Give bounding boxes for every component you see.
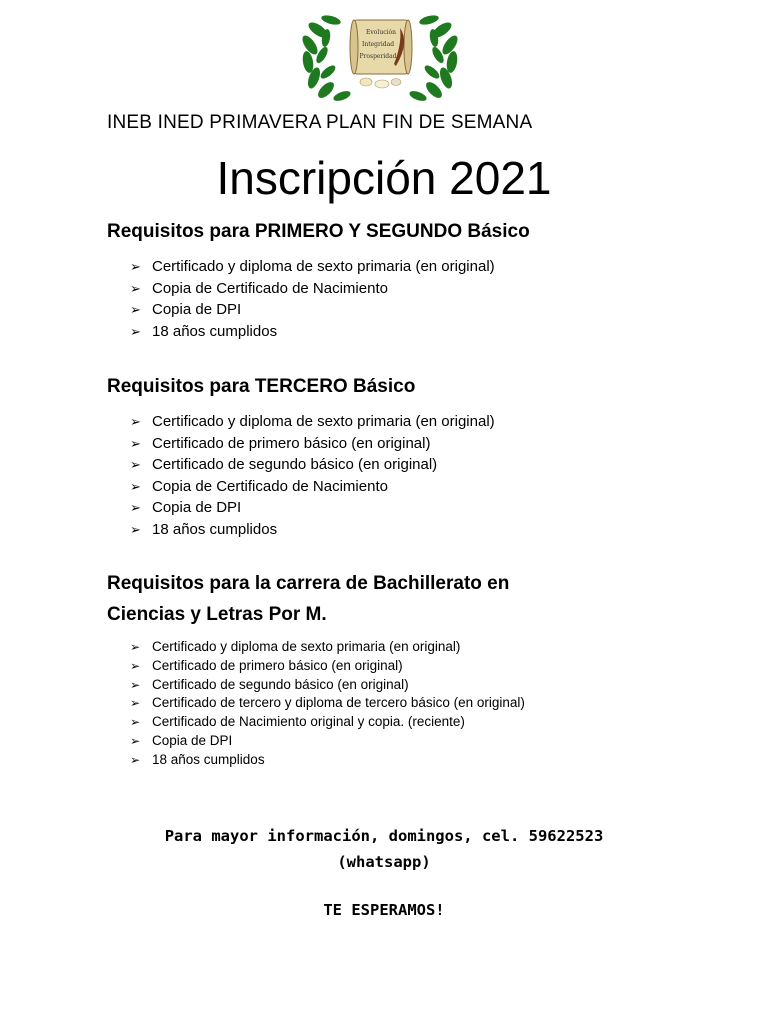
svg-text:Prosperidad: Prosperidad: [359, 53, 397, 60]
list-item: ➢ Copia de DPI: [130, 732, 525, 751]
list-item: ➢ Certificado de primero básico (en original): [130, 657, 525, 676]
list-item: ➢ Copia de DPI: [130, 299, 495, 321]
arrow-bullet-icon: ➢: [130, 478, 141, 494]
list-item: ➢ 18 años cumplidos: [130, 321, 495, 343]
contact-info: [0, 823, 768, 875]
list-item: ➢ Certificado y diploma de sexto primaria (en original): [130, 411, 495, 433]
arrow-bullet-icon: ➢: [130, 521, 141, 537]
list-item: ➢ Certificado de primero básico (en original): [130, 433, 495, 455]
requirements-list-tercero: [130, 411, 495, 540]
list-item: ➢ Certificado y diploma de sexto primaria (en original): [130, 256, 495, 278]
list-item: ➢ Copia de DPI: [130, 497, 495, 519]
list-item: ➢ Copia de Certificado de Nacimiento: [130, 278, 495, 300]
section-heading-bachillerato: Requisitos para la carrera de Bachillerato en: [107, 573, 510, 594]
arrow-bullet-icon: ➢: [130, 752, 141, 767]
arrow-bullet-icon: ➢: [130, 677, 141, 692]
section-heading-primero-segundo: Requisitos para PRIMERO Y SEGUNDO Básico: [107, 221, 530, 242]
section-heading-tercero: Requisitos para TERCERO Básico: [107, 376, 416, 397]
school-name: INEB INED PRIMAVERA PLAN FIN DE SEMANA: [107, 112, 533, 133]
arrow-bullet-icon: ➢: [130, 733, 141, 748]
arrow-bullet-icon: ➢: [130, 435, 141, 451]
arrow-bullet-icon: ➢: [130, 696, 141, 711]
list-item: ➢ Certificado de segundo básico (en original): [130, 676, 525, 695]
contact-line: Para mayor información, domingos, cel. 59622523: [164, 827, 604, 845]
list-item: ➢ Certificado de segundo básico (en original): [130, 454, 495, 476]
arrow-bullet-icon: ➢: [130, 414, 141, 429]
arrow-bullet-icon: ➢: [130, 302, 141, 317]
list-item: ➢ Certificado de tercero y diploma de tercero básico (en original): [130, 694, 525, 713]
laurel-wreath-scroll-logo: [296, 10, 464, 108]
requirements-list-primero-segundo: [130, 256, 495, 342]
arrow-bullet-icon: ➢: [130, 323, 141, 339]
arrow-bullet-icon: ➢: [130, 259, 141, 274]
closing-message: TE ESPERAMOS!: [323, 901, 445, 919]
arrow-bullet-icon: ➢: [130, 640, 141, 654]
list-item: ➢ Certificado de Nacimiento original y copia. (reciente): [130, 713, 525, 732]
section-heading-bachillerato-line2: Ciencias y Letras Por M.: [107, 604, 327, 625]
contact-whatsapp: (whatsapp): [337, 853, 431, 871]
arrow-bullet-icon: ➢: [130, 658, 141, 673]
arrow-bullet-icon: ➢: [130, 457, 141, 472]
requirements-list-bachillerato: [130, 638, 525, 770]
svg-text:Evolución: Evolución: [366, 29, 396, 36]
list-item: ➢ 18 años cumplidos: [130, 519, 495, 541]
list-item: ➢ Copia de Certificado de Nacimiento: [130, 476, 495, 498]
arrow-bullet-icon: ➢: [130, 500, 141, 515]
list-item: ➢ Certificado y diploma de sexto primaria (en original): [130, 638, 525, 657]
arrow-bullet-icon: ➢: [130, 280, 141, 296]
arrow-bullet-icon: ➢: [130, 715, 141, 730]
page-title: Inscripción 2021: [216, 152, 552, 204]
list-item: ➢ 18 años cumplidos: [130, 751, 525, 770]
svg-text:Integridad: Integridad: [361, 41, 395, 48]
